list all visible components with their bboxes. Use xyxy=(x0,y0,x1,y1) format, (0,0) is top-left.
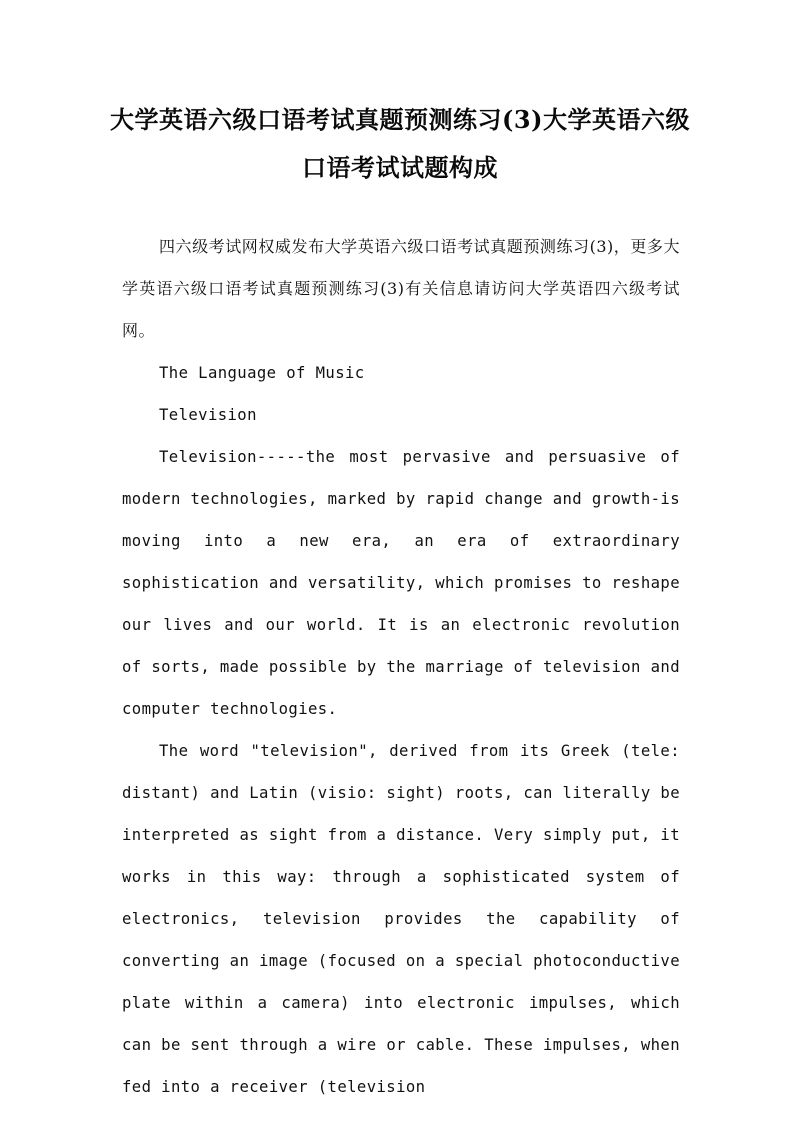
television-paragraph-1: Television-----the most pervasive and persuasive of modern technologies, marked by rapid change and growth-is moving into a new era, an era of extraordinary sophistication and versatility, which promises to reshape our lives and our world. It is an electronic revolution of sorts, made possible by the marriage of television and computer technologies. xyxy=(122,448,680,718)
section-heading-music: The Language of Music xyxy=(159,364,365,382)
television-paragraph-2: The word "television", derived from its Greek (tele: distant) and Latin (visio: sight) roots, can literally be interpreted as sight from a distance. Very simply put, it works in this way: through a sophisticated system of electronics, television provides the capability of converting an image (focused on a special photoconductive plate within a camera) into electronic impulses, which can be sent through a wire or cable. These impulses, when fed into a receiver (television xyxy=(122,742,680,1096)
document-body xyxy=(122,226,680,1108)
document-title: 大学英语六级口语考试真题预测练习(3)大学英语六级口语考试试题构成 xyxy=(110,105,690,182)
section-heading-television: Television xyxy=(159,406,257,424)
intro-paragraph: 四六级考试网权威发布大学英语六级口语考试真题预测练习(3)，更多大学英语六级口语考试真题预测练习(3)有关信息请访问大学英语四六级考试网。 xyxy=(122,237,680,340)
